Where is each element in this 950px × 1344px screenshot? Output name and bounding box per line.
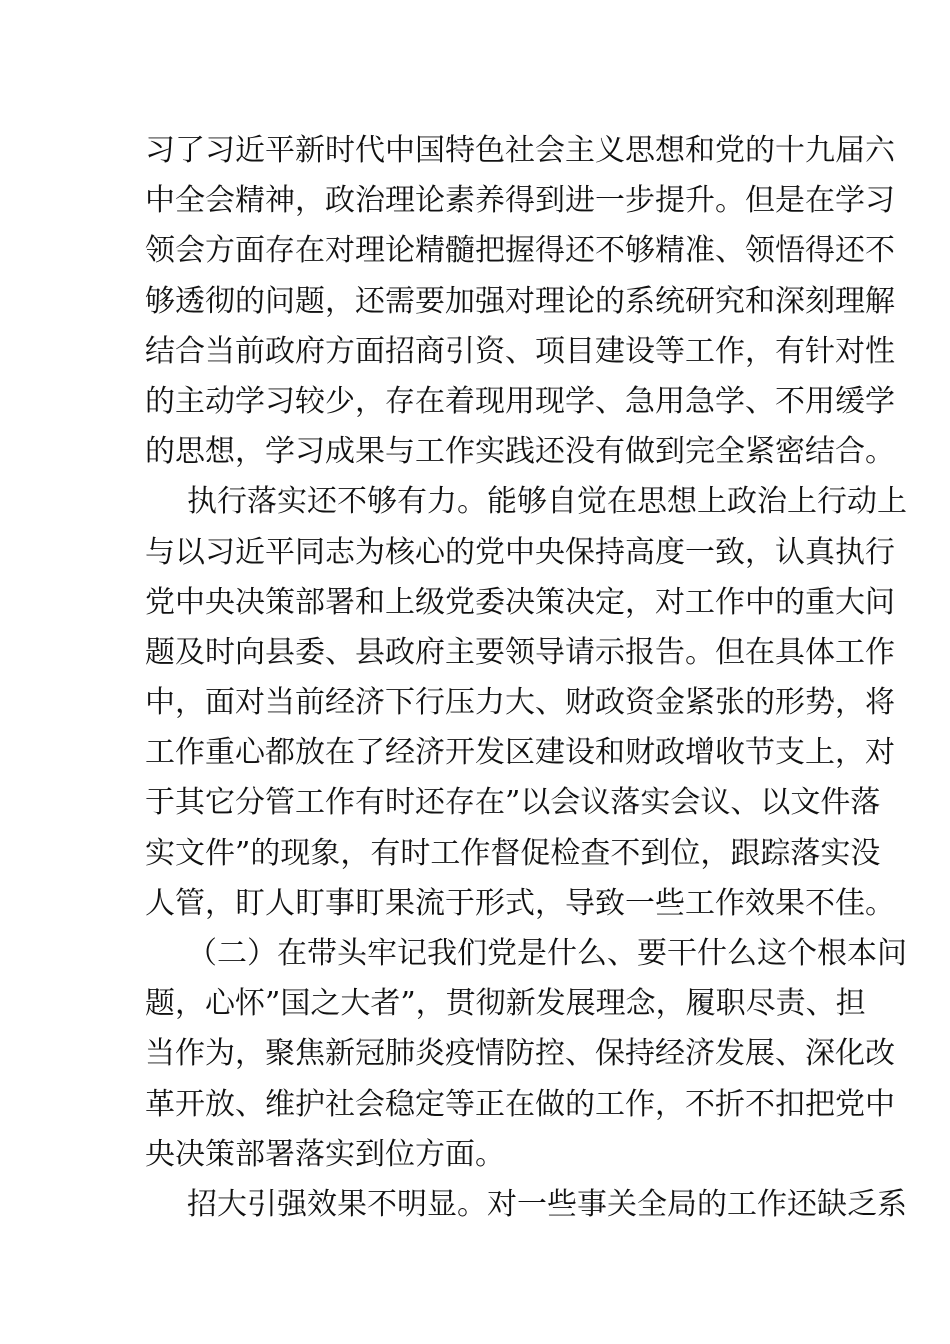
text-line: 的思想，学习成果与工作实践还没有做到完全紧密结合。	[145, 434, 895, 470]
text-line: 于其它分管工作有时还存在”以会议落实会议、以文件落	[145, 785, 881, 821]
text-line: 领会方面存在对理论精髓把握得还不够精准、领悟得还不	[145, 233, 895, 269]
text-line: 当作为，聚焦新冠肺炎疫情防控、保持经济发展、深化改	[145, 1036, 895, 1072]
paragraph-theory-study	[145, 126, 895, 477]
text-line: 够透彻的问题，还需要加强对理论的系统研究和深刻理解	[145, 283, 895, 319]
text-line: 题及时向县委、县政府主要领导请示报告。但在具体工作	[145, 634, 895, 670]
text-line: 革开放、维护社会稳定等正在做的工作，不折不扣把党中	[145, 1086, 895, 1122]
text-line: 招大引强效果不明显。对一些事关全局的工作还缺乏系	[187, 1186, 907, 1222]
text-line: 央决策部署落实到位方面。	[145, 1136, 505, 1172]
text-line: 与以习近平同志为核心的党中央保持高度一致，认真执行	[145, 534, 895, 570]
text-line: 习了习近平新时代中国特色社会主义思想和党的十九届六	[145, 133, 895, 168]
text-line: 工作重心都放在了经济开发区建设和财政增收节支上，对	[145, 735, 895, 771]
paragraph-investment	[145, 1180, 907, 1230]
text-line: 党中央决策部署和上级党委决策决定，对工作中的重大问	[145, 584, 895, 620]
text-line: （二）在带头牢记我们党是什么、要干什么这个根本问	[187, 936, 907, 971]
text-line: 中，面对当前经济下行压力大、财政资金紧张的形势，将	[145, 685, 895, 721]
text-line: 实文件”的现象，有时工作督促检查不到位，跟踪落实没	[145, 835, 881, 871]
text-line: 人管，盯人盯事盯果流于形式，导致一些工作效果不佳。	[145, 885, 895, 921]
text-line: 中全会精神，政治理论素养得到进一步提升。但是在学习	[145, 183, 895, 219]
document-page	[145, 126, 907, 1230]
paragraph-execution	[145, 477, 907, 929]
text-line: 执行落实还不够有力。能够自觉在思想上政治上行动上	[187, 484, 907, 520]
paragraph-section-two-heading	[145, 929, 907, 1180]
text-line: 结合当前政府方面招商引资、项目建设等工作，有针对性	[145, 333, 895, 369]
text-line: 题，心怀”国之大者”，贯彻新发展理念，履职尽责、担	[145, 986, 866, 1022]
text-line: 的主动学习较少，存在着现用现学、急用急学、不用缓学	[145, 383, 895, 419]
